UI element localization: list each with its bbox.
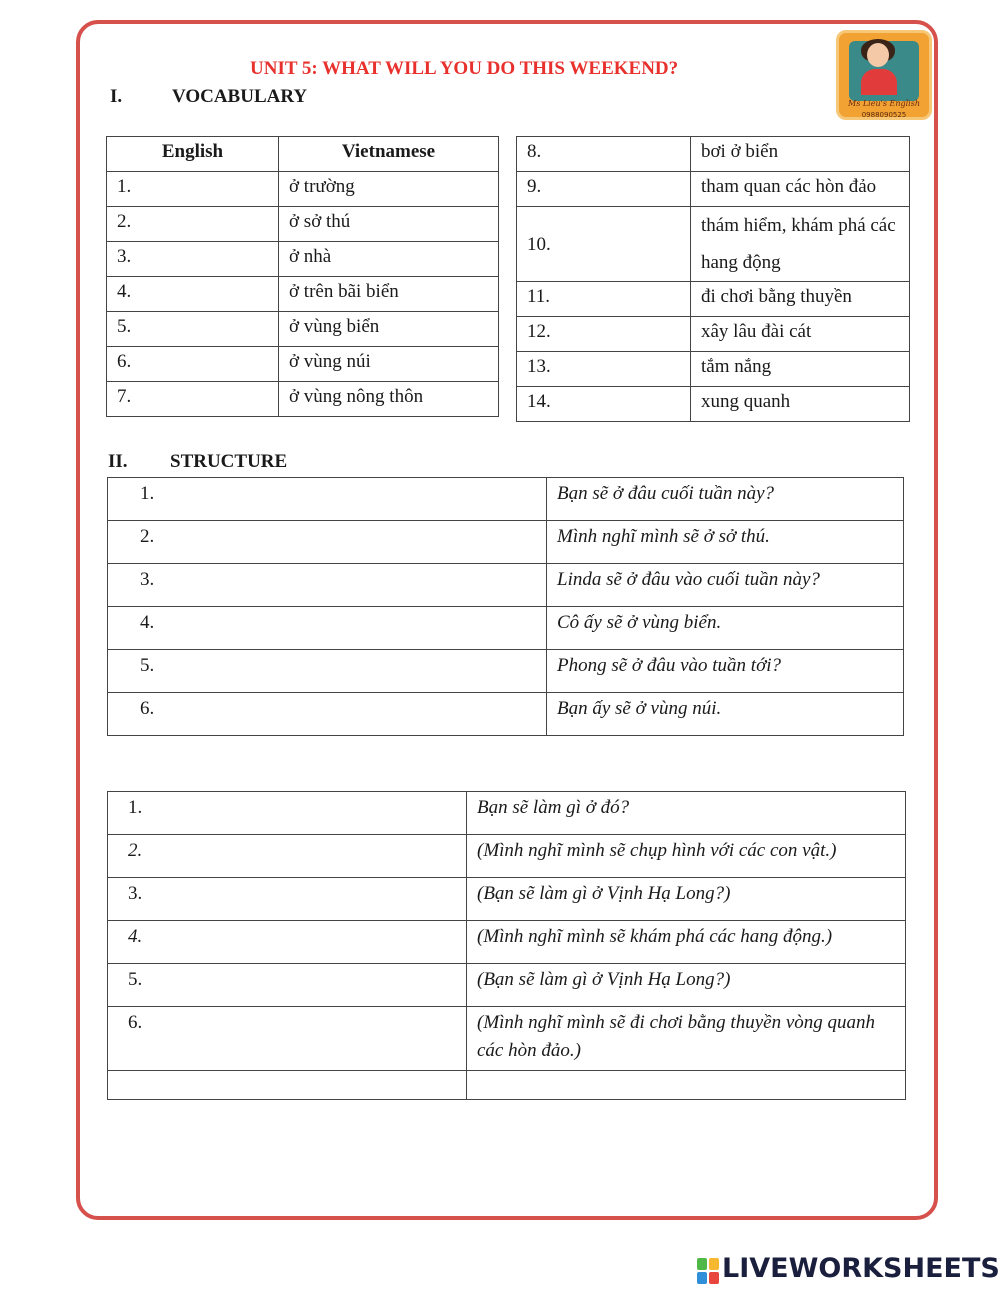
vocab-number: 7.: [107, 382, 279, 417]
vocab-number: 10.: [517, 207, 691, 282]
table-row: [108, 1007, 906, 1071]
vocab-number: 9.: [517, 172, 691, 207]
table-row: [108, 478, 904, 521]
header-vietnamese: Vietnamese: [279, 137, 499, 172]
structure-vietnamese: (Mình nghĩ mình sẽ chụp hình với các con vật.): [467, 835, 906, 878]
section-label: STRUCTURE: [170, 451, 288, 472]
structure-table-2: [107, 791, 906, 1100]
section-vocabulary-heading: [110, 86, 307, 108]
table-row: [107, 277, 499, 312]
structure-vietnamese: Cô ấy sẽ ở vùng biển.: [547, 607, 904, 650]
table-row: [108, 1071, 906, 1100]
logo-face: [867, 43, 889, 67]
table-row: [108, 792, 906, 835]
worksheet-title: UNIT 5: WHAT WILL YOU DO THIS WEEKEND?: [250, 58, 679, 79]
logo-shirt: [861, 69, 897, 95]
table-row: [517, 352, 910, 387]
logo-brand-text: Ms Lieu's English: [848, 99, 920, 108]
vocab-vietnamese: ở trường: [279, 172, 499, 207]
structure-number: 3.: [108, 564, 547, 607]
vocab-vietnamese: tham quan các hòn đảo: [691, 172, 910, 207]
structure-number: 1.: [108, 792, 467, 835]
structure-number: 1.: [108, 478, 547, 521]
vocab-number: 12.: [517, 317, 691, 352]
structure-number: 2.: [108, 521, 547, 564]
table-row: [517, 172, 910, 207]
table-row: [107, 207, 499, 242]
vocab-number: 8.: [517, 137, 691, 172]
structure-number: 6.: [108, 1007, 467, 1071]
logo-phone-text: 0988090525: [861, 111, 907, 119]
vocab-number: 2.: [107, 207, 279, 242]
table-row: [108, 964, 906, 1007]
vocab-table-left: [106, 136, 499, 417]
vocab-table-right: [516, 136, 910, 422]
table-row: [517, 137, 910, 172]
structure-vietnamese: Bạn sẽ làm gì ở đó?: [467, 792, 906, 835]
structure-table-1: [107, 477, 904, 736]
vocab-number: 6.: [107, 347, 279, 382]
vocab-vietnamese: đi chơi bằng thuyền: [691, 282, 910, 317]
table-header-row: [107, 137, 499, 172]
vocab-vietnamese: ở sở thú: [279, 207, 499, 242]
table-row: [107, 382, 499, 417]
structure-vietnamese: Bạn ấy sẽ ở vùng núi.: [547, 693, 904, 736]
table-row: [517, 317, 910, 352]
table-row: [108, 650, 904, 693]
table-row: [107, 347, 499, 382]
table-row: [108, 835, 906, 878]
section-number: I.: [110, 86, 123, 107]
structure-number: 5.: [108, 650, 547, 693]
table-row: [108, 878, 906, 921]
structure-number: 6.: [108, 693, 547, 736]
vocab-number: 4.: [107, 277, 279, 312]
table-row: [108, 921, 906, 964]
header-english: English: [107, 137, 279, 172]
structure-vietnamese: Linda sẽ ở đâu vào cuối tuần này?: [547, 564, 904, 607]
table-row: [107, 172, 499, 207]
vocab-vietnamese: ở vùng biển: [279, 312, 499, 347]
structure-vietnamese: Phong sẽ ở đâu vào tuần tới?: [547, 650, 904, 693]
table-row: [108, 693, 904, 736]
vocab-vietnamese: ở trên bãi biển: [279, 277, 499, 312]
teacher-logo: [836, 30, 932, 120]
vocab-vietnamese: bơi ở biển: [691, 137, 910, 172]
structure-vietnamese: (Bạn sẽ làm gì ở Vịnh Hạ Long?): [467, 964, 906, 1007]
structure-vietnamese: (Mình nghĩ mình sẽ đi chơi bằng thuyền vòng quanh các hòn đảo.): [467, 1007, 906, 1071]
section-number: II.: [108, 451, 128, 472]
structure-vietnamese: (Mình nghĩ mình sẽ khám phá các hang động.): [467, 921, 906, 964]
section-label: VOCABULARY: [172, 86, 308, 107]
vocab-vietnamese: thám hiểm, khám phá các hang động: [691, 207, 910, 282]
empty-cell: [108, 1071, 467, 1100]
table-row: [107, 242, 499, 277]
structure-number: 5.: [108, 964, 467, 1007]
vocab-vietnamese: ở vùng núi: [279, 347, 499, 382]
structure-vietnamese: Mình nghĩ mình sẽ ở sở thú.: [547, 521, 904, 564]
table-row: [517, 207, 910, 282]
structure-vietnamese: Bạn sẽ ở đâu cuối tuần này?: [547, 478, 904, 521]
table-row: [107, 312, 499, 347]
structure-number: 4.: [108, 921, 467, 964]
empty-cell: [467, 1071, 906, 1100]
vocab-number: 5.: [107, 312, 279, 347]
vocab-vietnamese: tắm nắng: [691, 352, 910, 387]
liveworksheets-logo-icon: [697, 1258, 719, 1284]
vocab-vietnamese: xây lâu đài cát: [691, 317, 910, 352]
table-row: [108, 607, 904, 650]
structure-number: 4.: [108, 607, 547, 650]
vocab-vietnamese: ở nhà: [279, 242, 499, 277]
vocab-number: 11.: [517, 282, 691, 317]
table-row: [517, 282, 910, 317]
structure-vietnamese: (Bạn sẽ làm gì ở Vịnh Hạ Long?): [467, 878, 906, 921]
vocab-number: 1.: [107, 172, 279, 207]
structure-number: 2.: [108, 835, 467, 878]
table-row: [517, 387, 910, 422]
structure-number: 3.: [108, 878, 467, 921]
vocab-number: 3.: [107, 242, 279, 277]
vocab-number: 13.: [517, 352, 691, 387]
section-structure-heading: [108, 451, 287, 473]
table-row: [108, 521, 904, 564]
vocab-vietnamese: ở vùng nông thôn: [279, 382, 499, 417]
liveworksheets-watermark: LIVEWORKSHEETS: [722, 1253, 1000, 1284]
vocab-number: 14.: [517, 387, 691, 422]
table-row: [108, 564, 904, 607]
vocab-vietnamese: xung quanh: [691, 387, 910, 422]
